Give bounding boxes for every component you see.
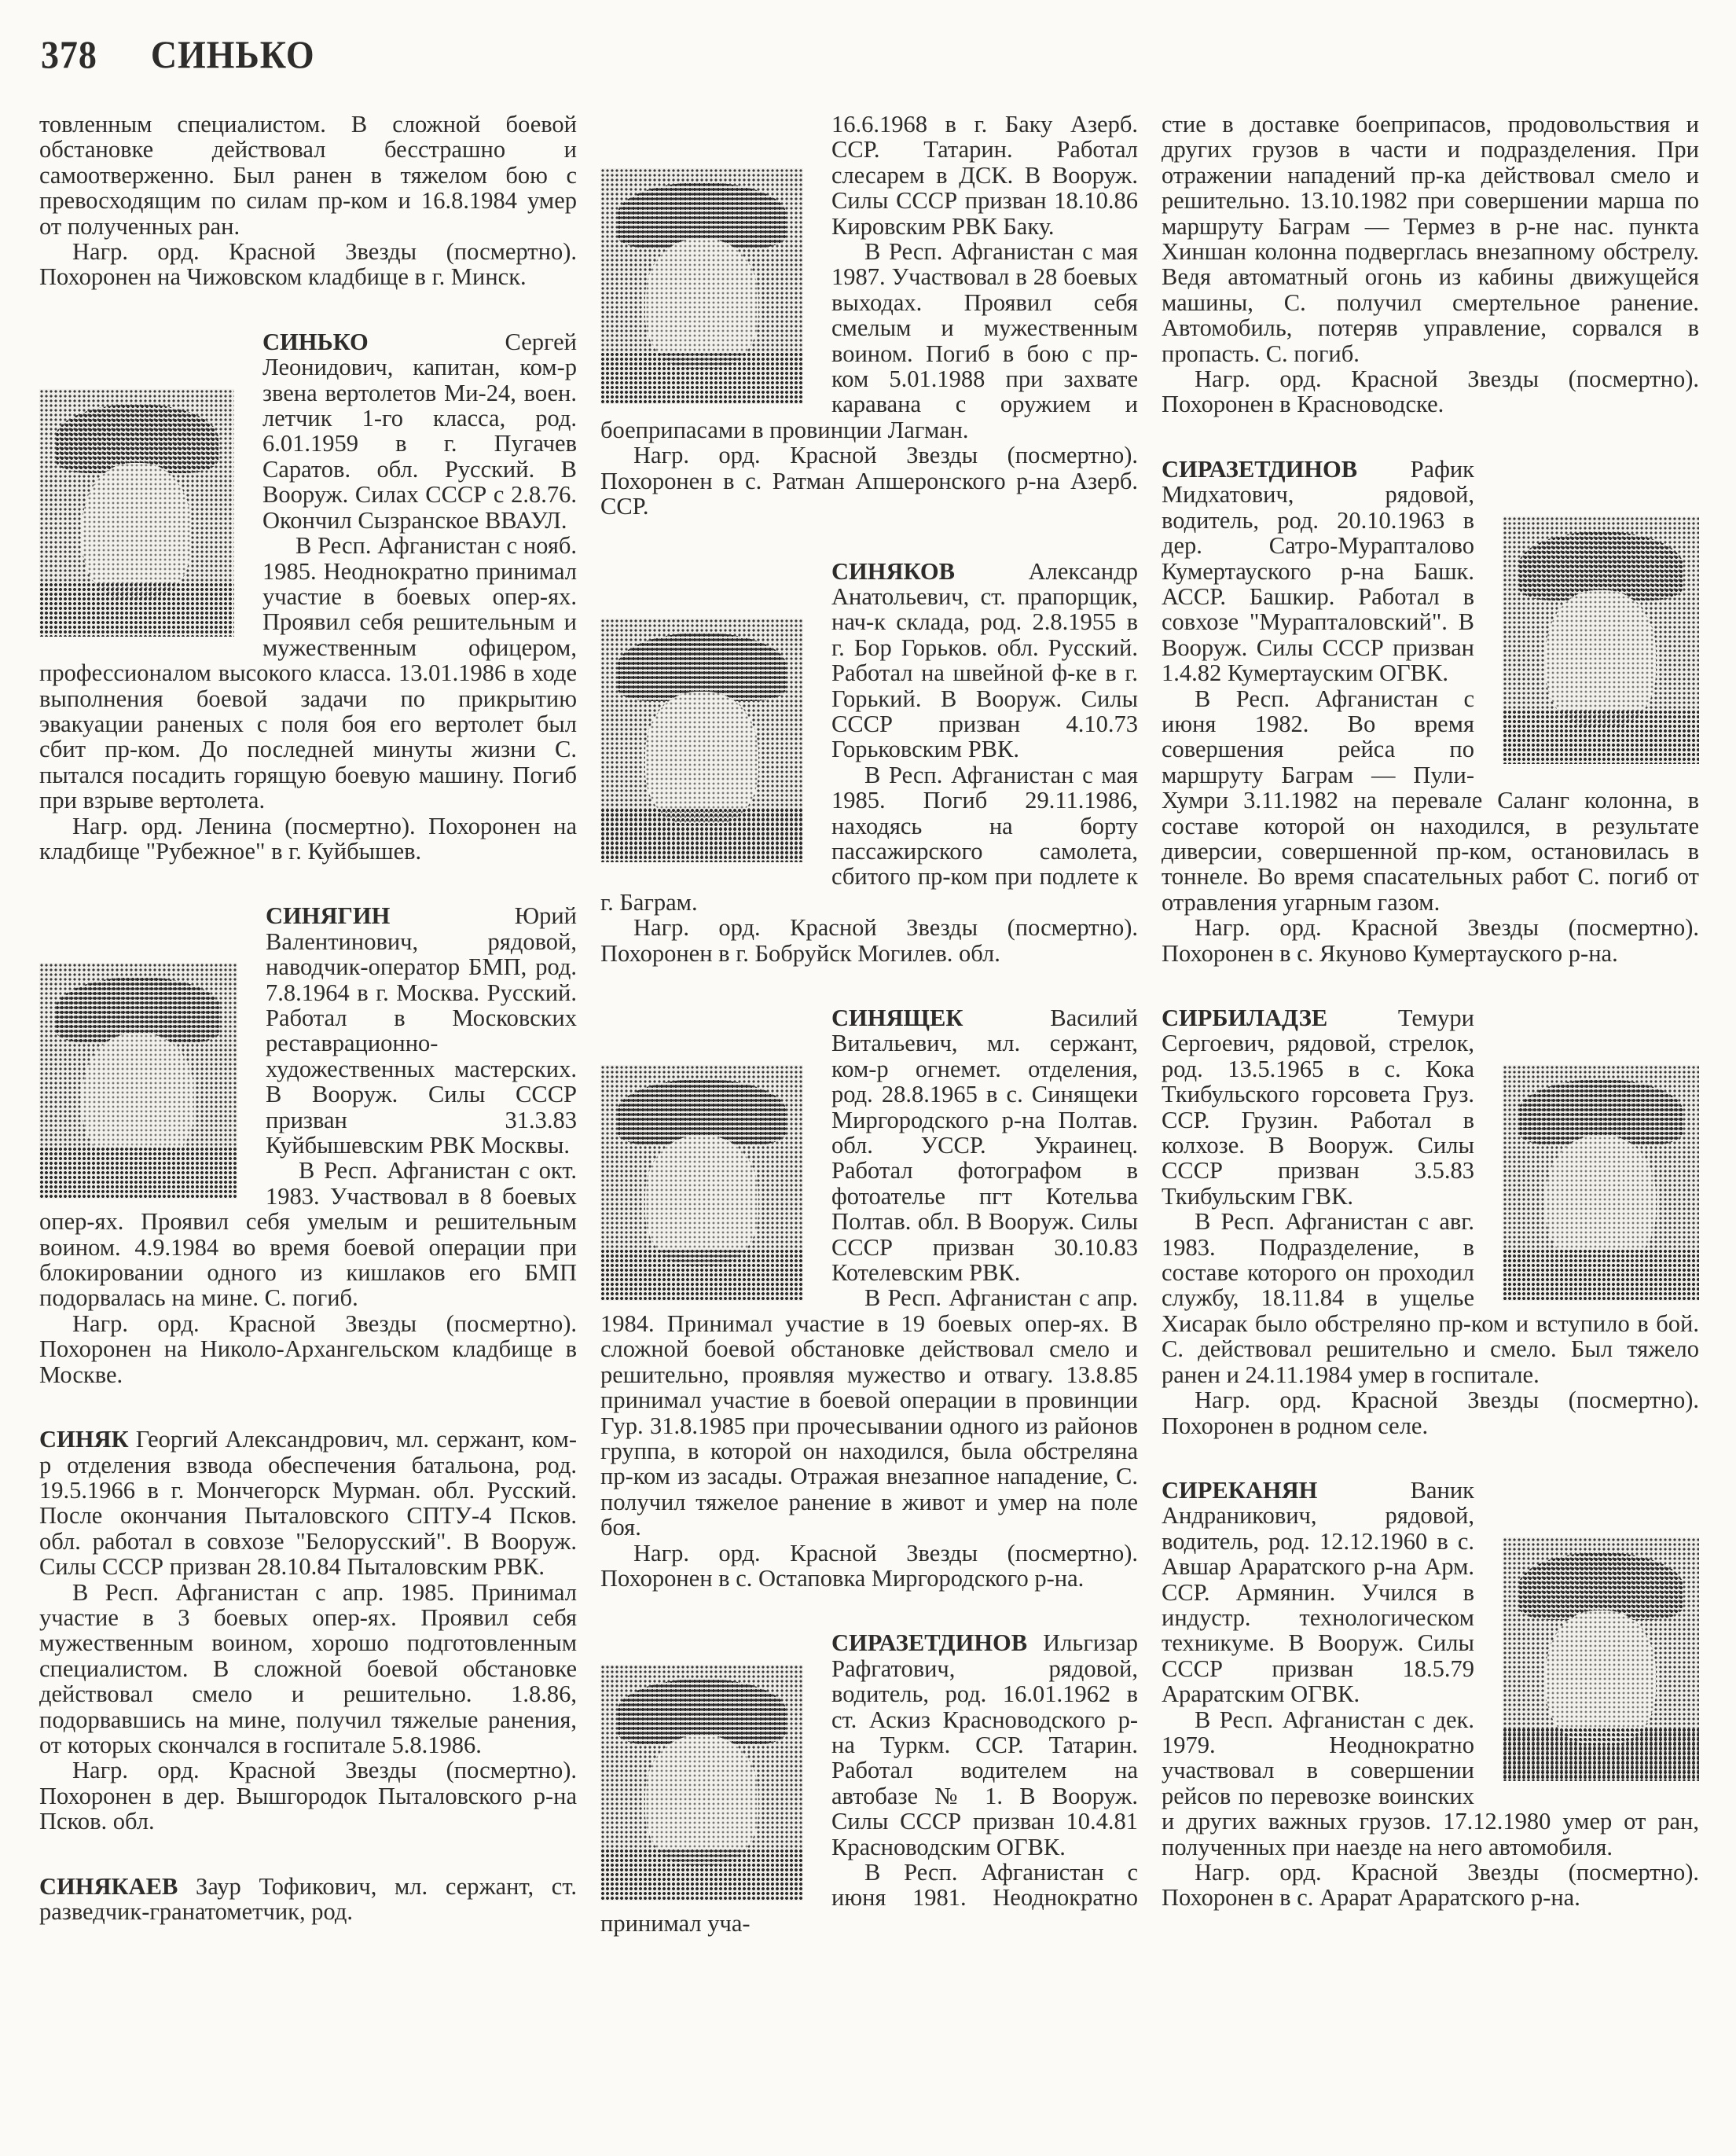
award-burial-paragraph: Нагр. орд. Красной Звезды (посмертно). Похоронен в г. Бобруйск Могилев. обл. — [600, 914, 1138, 967]
entry-details: Юрий Валентинович, рядовой, наводчик-оператор БМП, род. 7.8.1964 в г. Москва. Русский. Работал в Московских реставрационно-художественных мастерских. В Вооруж. Силы СССР призван 31.3.83 Куйбышевским РВК Москвы. — [266, 902, 577, 1159]
award-burial-paragraph: Нагр. орд. Ленина (посмертно). Похоронен на кладбище "Рубежное" в г. Куйбышев. — [39, 812, 577, 865]
entry-details: Ваник Андраникович, рядовой, водитель, род. 12.12.1960 в с. Авшар Араратского р-на Арм. ССР. Армянин. Учился в индустр. технологическом техникуме. В Вооруж. Силы СССР призван 18.5.79 Араратским ОГВК. — [1162, 1476, 1474, 1708]
entry-sinyagin — [39, 903, 577, 1387]
award-burial-paragraph: Нагр. орд. Красной Звезды (посмертно). Похоронен в с. Остаповка Миргородского р-на. — [600, 1539, 1138, 1592]
entry-paragraph: В Респ. Афганистан с апр. 1984. Принимал участие в 19 боевых опер-ях. В сложной боевой обстановке действовал смело и решительно, проявляя мужество и отвагу. 13.8.85 принимал участие в боевой операции в провинции Гур. 31.8.1985 при прочесывании одного из районов группа, в которой он находился, была обстреляна пр-ком из засады. Отражая внезапное нападение, С. получил тяжелое ранение в живот и умер на поле боя. — [600, 1284, 1138, 1541]
entry-surname: СИНЯК — [39, 1426, 129, 1453]
entry-continuation — [39, 112, 577, 290]
award-burial-paragraph: Нагр. орд. Красной Звезды (посмертно). Похоронен в Красноводске. — [1162, 365, 1699, 418]
entry-sinko — [39, 329, 577, 865]
entry-details: Георгий Александрович, мл. сержант, ком-р отделения взвода обеспечения батальона, род. 19.5.1966 в г. Мончегорск Мурман. обл. Русский. После окончания Пыталовского СПТУ-4 Псков. обл. работал в совхозе "Белорусский". В Вооруж. Силы СССР призван 28.10.84 Пыталовским РВК. — [39, 1426, 577, 1581]
entry-details: Василий Витальевич, мл. сержант, ком-р огнемет. отделения, род. 28.8.1965 в с. Синящеки Миргородского р-на Полтав. обл. УССР. Украинец. Работал фотографом в фотоателье пгт Котельва Полтав. обл. В Вооруж. Силы СССР призван 30.10.83 Котелевским РВК. — [831, 1005, 1138, 1287]
award-burial-paragraph: Нагр. орд. Красной Звезды (посмертно). Похоронен в с. Арарат Араратского р-на. — [1162, 1859, 1699, 1912]
entry-details: Александр Анатольевич, ст. прапорщик, нач-к склада, род. 2.8.1955 в г. Бор Горьков. обл. Русский. Работал на швейной ф-ке в г. Горький. В Вооруж. Силы СССР призван 4.10.73 Горьковским РВК. — [831, 557, 1138, 763]
column-1 — [39, 112, 577, 1963]
column-2 — [600, 112, 1138, 1975]
running-title: СИНЬКО — [150, 32, 315, 76]
portrait-photo — [600, 1665, 803, 1901]
entry-paragraph: В Респ. Афганистан с июня 1981. Неоднократно принимал уча- — [600, 1859, 1138, 1937]
entry-lead — [39, 329, 577, 533]
entry-paragraph: В Респ. Афганистан с апр. 1985. Принимал участие в 3 боевых опер-ях. Проявил себя мужественным воином, хорошо подготовленным специалистом. В сложной боевой обстановке действовал смело и решительно. 1.8.86, подорвавшись на мине, получил тяжелые ранения, от которых скончался в госпитале 5.8.1986. — [39, 1578, 577, 1758]
entry-lead — [39, 1874, 577, 1925]
entry-lead — [600, 1630, 1138, 1860]
entry-surname: СИРБИЛАДЗЕ — [1162, 1005, 1328, 1031]
award-burial-paragraph: Нагр. орд. Красной Звезды (посмертно). Похоронен на Чижовском кладбище в г. Минск. — [39, 238, 577, 291]
entry-surname: СИНЯГИН — [266, 902, 391, 930]
entry-lead — [600, 559, 1138, 762]
entry-lead — [1162, 457, 1699, 686]
entry-sirbiladze — [1162, 1005, 1699, 1438]
entry-paragraph: В Респ. Афганистан с июня 1982. Во время совершения рейса по маршруту Баграм — Пули-Хумри 3.11.1982 на перевале Саланг колонна, в составе которой он находился, в результате диверсии, совершенной пр-ком, остановилась в тоннеле. Во время спасательных работ С. погиб от отравления угарным газом. — [1162, 685, 1699, 916]
entry-sinyakov — [600, 559, 1138, 967]
entry-surname: СИНЬКО — [262, 328, 369, 355]
entry-paragraph: товленным специалистом. В сложной боевой обстановке действовал бесстрашно и самоотверженно. Был ранен в тяжелом бою с превосходящим по силам пр-ком и 16.8.1984 умер от полученных ран. — [39, 111, 577, 240]
entry-continuation — [600, 112, 1138, 520]
entry-surname: СИРЕКАНЯН — [1162, 1476, 1318, 1504]
entry-details: 16.6.1968 в г. Баку Азерб. ССР. Татарин. Работал слесарем в ДСК. В Вооруж. Силы СССР призван 18.10.86 Кировским РВК Баку. — [831, 111, 1138, 240]
entry-paragraph: В Респ. Афганистан с дек. 1979. Неоднократно участвовал в совершении рейсов по перевозке воинских и других важных грузов. 17.12.1980 умер от ран, полученных при наезде на него автомобиля. — [1162, 1706, 1699, 1860]
entry-continuation — [1162, 112, 1699, 417]
award-burial-paragraph: Нагр. орд. Красной Звезды (посмертно). Похоронен на Николо-Архангельском кладбище в Москве. — [39, 1309, 577, 1388]
entry-details: стие в доставке боеприпасов, продовольствия и других грузов в части и подразделения. При отражении нападений пр-ка действовал смело и решительно. 13.10.1982 при совершении марша по маршруту Баграм — Термез в р-не нас. пункта Хиншан колонна подверглась внезапному обстрелу. Ведя автоматный огонь из кабины движущейся машины, С. получил смертельное ранение. Автомобиль, потеряв управление, сорвался в пропасть. С. погиб. — [1162, 111, 1699, 367]
entry-sinyak — [39, 1427, 577, 1835]
entry-sinyashchek — [600, 1005, 1138, 1591]
entry-sinyakaev — [39, 1874, 577, 1925]
entry-surname: СИНЯЩЕК — [831, 1005, 963, 1031]
portrait-photo — [600, 619, 803, 862]
entry-paragraph: В Респ. Афганистан с мая 1987. Участвовал в 28 боевых выходах. Проявил себя смелым и мужественным воином. Погиб в бою с пр-ком 5.01.1988 при захвате каравана с оружием и боеприпасами в провинции Лагман. — [600, 238, 1138, 443]
entry-lead — [600, 1005, 1138, 1285]
page-header — [41, 31, 315, 77]
entry-lead — [39, 903, 577, 1158]
entry-paragraph: В Респ. Афганистан с нояб. 1985. Неоднократно принимал участие в боевых опер-ях. Проявил себя решительным и мужественным офицером, профессионалом высокого класса. 13.01.1986 в ходе выполнения боевой задачи по прикрытию эвакуации раненых с поля боя его вертолет был сбит пр-ком. До последней минуты жизни С. пытался посадить горящую боевую машину. Погиб при взрыве вертолета. — [39, 532, 577, 814]
award-burial-paragraph: Нагр. орд. Красной Звезды (посмертно). Похоронен в родном селе. — [1162, 1387, 1699, 1439]
entry-details: Темури Сергоевич, рядовой, стрелок, род. 13.5.1965 в с. Кока Ткибульского горсовета Груз. ССР. Грузин. Работал в колхозе. В Вооруж. Силы СССР призван 3.5.83 Ткибульским ГВК. — [1162, 1005, 1474, 1210]
page-number: 378 — [41, 32, 97, 76]
entry-lead — [600, 112, 1138, 239]
portrait-photo — [600, 168, 803, 404]
portrait-photo — [1503, 1065, 1699, 1301]
portrait-photo — [1503, 516, 1699, 764]
portrait-photo — [39, 389, 234, 637]
entry-lead — [39, 1427, 577, 1579]
entry-details: Заур Тофикович, мл. сержант, ст. разведчик-гранатометчик, род. — [39, 1872, 577, 1925]
entry-sirazetdinov-ilgizar — [600, 1630, 1138, 1936]
award-burial-paragraph: Нагр. орд. Красной Звезды (посмертно). Похоронен в дер. Вышгородок Пыталовского р-на Псков. обл. — [39, 1757, 577, 1835]
entry-sirekanyan — [1162, 1478, 1699, 1911]
entry-details: Сергей Леонидович, капитан, ком-р звена вертолетов Ми-24, воен. летчик 1-го класса, род. 6.01.1959 в г. Пугачев Саратов. обл. Русский. В Вооруж. Силах СССР с 2.8.76. Окончил Сызранское ВВАУЛ. — [262, 328, 577, 534]
entry-surname: СИРАЗЕТДИНОВ — [1162, 455, 1358, 483]
entry-lead — [1162, 1005, 1699, 1209]
entry-paragraph: В Респ. Афганистан с мая 1985. Погиб 29.11.1986, находясь на борту пассажирского самолета, сбитого пр-ком при подлете к г. Баграм. — [600, 761, 1138, 916]
entry-lead — [1162, 1478, 1699, 1707]
entry-paragraph: В Респ. Афганистан с авг. 1983. Подразделение, в составе которого он проходил службу, 18.11.84 в ущелье Хисарак было обстреляно пр-ком и вступило в бой. С. действовал решительно и смело. Был тяжело ранен и 24.11.1984 умер в госпитале. — [1162, 1208, 1699, 1388]
portrait-photo — [600, 1065, 803, 1301]
award-burial-paragraph: Нагр. орд. Красной Звезды (посмертно). Похоронен в с. Ратман Апшеронского р-на Азерб. ССР. — [600, 442, 1138, 520]
portrait-photo — [39, 963, 237, 1199]
award-burial-paragraph: Нагр. орд. Красной Звезды (посмертно). Похоронен в с. Якуново Кумертауского р-на. — [1162, 914, 1699, 967]
entry-paragraph: В Респ. Афганистан с окт. 1983. Участвовал в 8 боевых опер-ях. Проявил себя умелым и решительным воином. 4.9.1984 во время боевой операции при блокировании одного из кишлаков его БМП подорвалась на мине. С. погиб. — [39, 1157, 577, 1312]
column-3 — [1162, 112, 1699, 1950]
entry-surname: СИНЯКОВ — [831, 557, 955, 585]
entry-surname: СИРАЗЕТДИНОВ — [831, 1629, 1028, 1657]
entry-sirazetdinov-rafik — [1162, 457, 1699, 966]
entry-details: Ильгизар Рафгатович, рядовой, водитель, род. 16.01.1962 в ст. Аскиз Красноводского р-на Туркм. ССР. Татарин. Работал водителем на автобазе № 1. В Вооруж. Силы СССР призван 10.4.81 Красноводским ОГВК. — [831, 1629, 1138, 1860]
entry-surname: СИНЯКАЕВ — [39, 1872, 178, 1900]
portrait-photo — [1503, 1537, 1699, 1781]
entry-details: Рафик Мидхатович, рядовой, водитель, род. 20.10.1963 в дер. Сатро-Мурапталово Кумертауского р-на Башк. АССР. Башкир. Работал в совхозе "Мурапталовский". В Вооруж. Силы СССР призван 1.4.82 Кумертауским ОГВК. — [1162, 455, 1474, 687]
